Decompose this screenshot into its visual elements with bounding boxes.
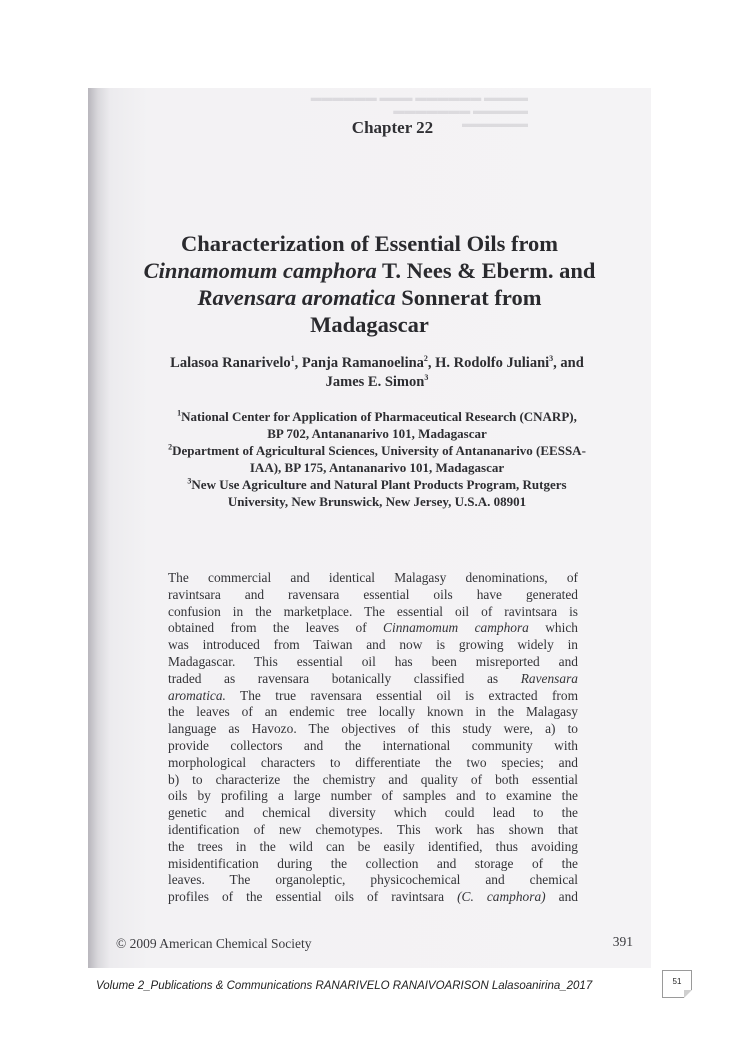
author-list (112, 354, 642, 392)
affiliation-3-line-1: New Use Agriculture and Natural Plant Products Program, Rutgers (191, 477, 567, 492)
affiliation-2-sup: 2 (168, 442, 173, 452)
affiliation-1-line-2: BP 702, Antananarivo 101, Madagascar (267, 426, 487, 441)
page-number: 391 (612, 934, 633, 949)
abstract-line: b) to characterize the chemistry and quality of both essential (168, 771, 578, 787)
abstract-line: the leaves of an endemic tree locally known in the Malagasy (168, 704, 578, 720)
abstract-line: morphological characters to differentiate the two species; and (168, 754, 578, 770)
author-1: Lalasoa Ranarivelo (170, 355, 291, 371)
abstract-line: oils by profiling a large number of samples and to examine the (168, 788, 578, 804)
bleed-through-text: ▬▬▬▬ ▬▬▬▬▬▬ ▬▬▬ ▬▬▬▬▬▬ ▬▬▬▬▬ ▬▬▬▬▬▬▬ ▬▬▬▬▬▬ (310, 92, 528, 130)
abstract-line: language as Havozo. The objectives of this study were, a) to (168, 721, 578, 737)
author-4-sup: 3 (424, 373, 429, 383)
affiliation-1-sup: 1 (177, 408, 182, 418)
author-1-sup: 1 (290, 354, 295, 364)
scanned-page (88, 88, 651, 968)
abstract-line: obtained from the leaves of Cinnamomum camphora which (168, 620, 578, 636)
abstract-line: the trees in the wild can be easily identified, thus avoiding (168, 838, 578, 854)
abstract-line: leaves. The organoleptic, physicochemical and chemical (168, 872, 578, 888)
abstract-line: misidentification during the collection and storage of the (168, 855, 578, 871)
author-3-sup: 3 (549, 354, 554, 364)
abstract-line: was introduced from Taiwan and now is growing widely in (168, 637, 578, 653)
affiliation-1-line-1: National Center for Application of Pharmaceutical Research (CNARP), (181, 409, 577, 424)
affiliation-2-line-1: Department of Agricultural Sciences, University of Antananarivo (EESSA- (172, 443, 586, 458)
abstract-line: traded as ravensara botanically classified as Ravensara (168, 670, 578, 686)
abstract-line: genetic and chemical diversity which could lead to the (168, 805, 578, 821)
author-4: James E. Simon (325, 374, 425, 390)
abstract (168, 570, 578, 906)
abstract-line: ravintsara and ravensara essential oils have generated (168, 586, 578, 602)
title-species-2: Ravensara aromatica (197, 285, 396, 310)
abstract-line: The commercial and identical Malagasy denominations, of (168, 570, 578, 585)
document-footer: Volume 2_Publications & Communications RANARIVELO RANAIVOARISON Lalasoanirina_2017 (96, 980, 593, 992)
title-line-2-rest: T. Nees & Eberm. and (376, 258, 596, 283)
copyright-notice: © 2009 American Chemical Society (116, 936, 312, 951)
abstract-line: identification of new chemotypes. This work has shown that (168, 821, 578, 837)
author-2-sup: 2 (423, 354, 428, 364)
affiliation-3-sup: 3 (187, 476, 192, 486)
affiliation-3-line-2: University, New Brunswick, New Jersey, U.S.A. 08901 (227, 494, 527, 509)
affiliations (112, 408, 642, 510)
title-line-4: Madagascar (310, 312, 429, 337)
abstract-line: Madagascar. This essential oil has been misreported and (168, 653, 578, 669)
chapter-heading: Chapter 22 (351, 118, 434, 137)
affiliation-2-line-2: IAA), BP 175, Antananarivo 101, Madagascar (249, 460, 505, 475)
author-and: , and (553, 355, 584, 371)
abstract-line: provide collectors and the international community with (168, 737, 578, 753)
page-badge: 51 (662, 970, 692, 998)
title-species-1: Cinnamomum camphora (143, 258, 377, 283)
title-line-1: Characterization of Essential Oils from (180, 231, 559, 256)
abstract-line: profiles of the essential oils of ravintsara (C. camphora) and (168, 889, 578, 905)
abstract-line: aromatica. The true ravensara essential oil is extracted from (168, 687, 578, 703)
title-line-3-rest: Sonnerat from (395, 285, 542, 310)
abstract-line: confusion in the marketplace. The essential oil of ravintsara is (168, 603, 578, 619)
article-title (102, 230, 637, 338)
author-2: , Panja Ramanoelina (294, 355, 424, 371)
author-3: , H. Rodolfo Juliani (427, 355, 550, 371)
